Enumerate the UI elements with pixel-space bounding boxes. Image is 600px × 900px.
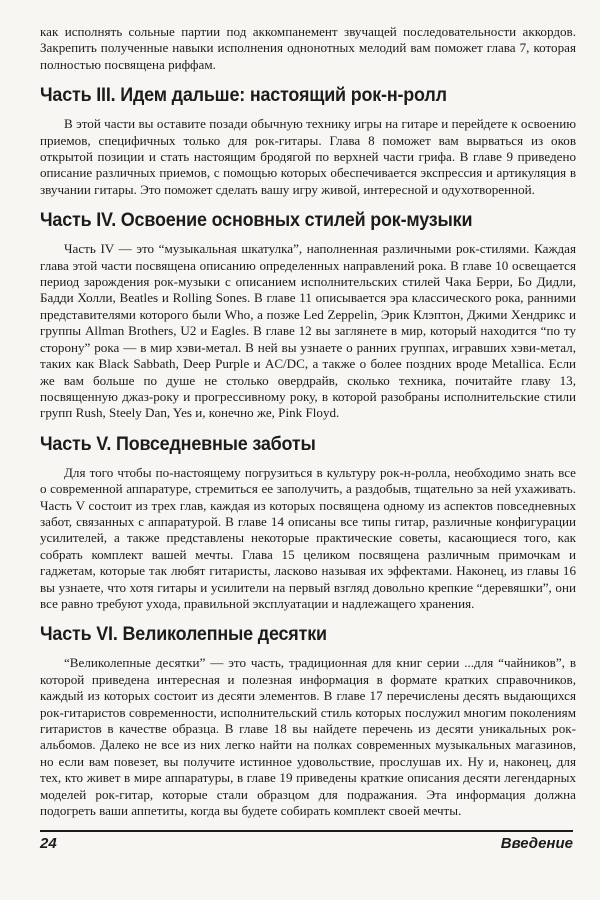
section-paragraph: Часть IV — это “музыкальная шкатулка”, наполненная различными рок-стилями. Каждая глава этой части посвящена описанию определенных направлений рока. В главе 10 освещается период зарождения рок-музыки с описанием исполнительских стилей Чака Берри, Бо Дидли, Бадди Холли, Beatles и Rolling Sones. В главе 11 описывается эра классического рока, ранними представителями которого были Who, а позже Led Zeppelin, Эрик Клэптон, Джими Хендрикс и группы Allman Brothers, U2 и Eagles. В главе 12 вы заглянете в мир, который находится “по ту сторону” рока — в мир хэви-метал. В ней вы узнаете о ранних группах, игравших хэви-метал, таких как Black Sabbath, Deep Purple и AC/DC, а также о более поздних вроде Metallica. Если же вам больше по душе не столько овердрайв, сколько техника, почитайте главу 13, посвященную джаз-року и прогрессивному року, в которой разобраны исполнительские стили групп Rush, Steely Dan, Yes и, конечно же, Pink Floyd. [40, 241, 576, 421]
page-number: 24 [40, 835, 57, 852]
footer-divider [40, 830, 573, 832]
page-content [40, 24, 576, 819]
page-footer [40, 830, 573, 852]
running-title: Введение [500, 835, 573, 852]
intro-paragraph: как исполнять сольные партии под аккомпанемент звучащей последовательности аккордов. Закрепить полученные навыки исполнения однонотных мелодий вам поможет глава 7, которая полностью посвящена риффам. [40, 24, 576, 72]
section-paragraph: В этой части вы оставите позади обычную технику игры на гитаре и перейдете к освоению приемов, специфичных только для рок-гитары. Глава 8 поможет вам вырваться из оков открытой позиции и стать настоящим бродягой по верхней части грифа. В главе 9 приведено описание различных приемов, с помощью которых обеспечивается экспрессия и артикуляция в звучании гитары. Это поможет сделать вашу игру живой, интересной и одухотворенной. [40, 116, 576, 197]
section-part-5 [40, 433, 576, 613]
section-part-3 [40, 84, 576, 198]
section-heading: Часть III. Идем дальше: настоящий рок-н-ролл [40, 84, 447, 107]
section-paragraph: “Великолепные десятки” — это часть, традиционная для книг серии ...для “чайников”, в которой приведена интересная и полезная информация в формате кратких справочников, каждый из которых состоит из десяти элементов. В главе 17 перечислены десять выдающихся рок-гитаристов современности, исполнительский стиль которых послужил многим поколениям гитаристов в качестве образца. В главе 18 вы найдете перечень из десяти уникальных рок-альбомов. Далеко не все из них легко найти на полках современных музыкальных магазинов, но если вам повезет, вы получите истинное удовольствие, прослушав их. Ну и, наконец, для тех, кто живет в мире аппаратуры, в главе 19 приведены краткие описания десяти легендарных моделей рок-гитар, которые стали образцом для подражания. Эта информация должна подогреть ваши аппетиты, когда вы будете собирать комплект своей мечты. [40, 655, 576, 819]
section-paragraph: Для того чтобы по-настоящему погрузиться в культуру рок-н-ролла, необходимо знать все о современной аппаратуре, стремиться ее заполучить, а раздобыв, тщательно за ней ухаживать. Часть V состоит из трех глав, каждая из которых посвящена одному из аспектов повседневных забот, связанных с аппаратурой. В главе 14 описаны все типы гитар, различные конфигурации усилителей, а также представлены некоторые практические советы, касающиеся того, как собрать комплект вашей мечты. Глава 15 целиком посвящена различным примочкам и гаджетам, которые так любят гитаристы, ласково называя их эффектами. Наконец, из главы 16 вы узнаете, что хотя гитары и усилители на первый взгляд довольно крепкие “деревяшки”, они все равно требуют ухода, правильной эксплуатации и надлежащего хранения. [40, 464, 576, 611]
section-part-6 [40, 623, 576, 819]
section-heading: Часть V. Повседневные заботы [40, 432, 316, 455]
section-heading: Часть VI. Великолепные десятки [40, 623, 327, 646]
section-heading: Часть IV. Освоение основных стилей рок-музыки [40, 209, 473, 232]
section-part-4 [40, 209, 576, 421]
